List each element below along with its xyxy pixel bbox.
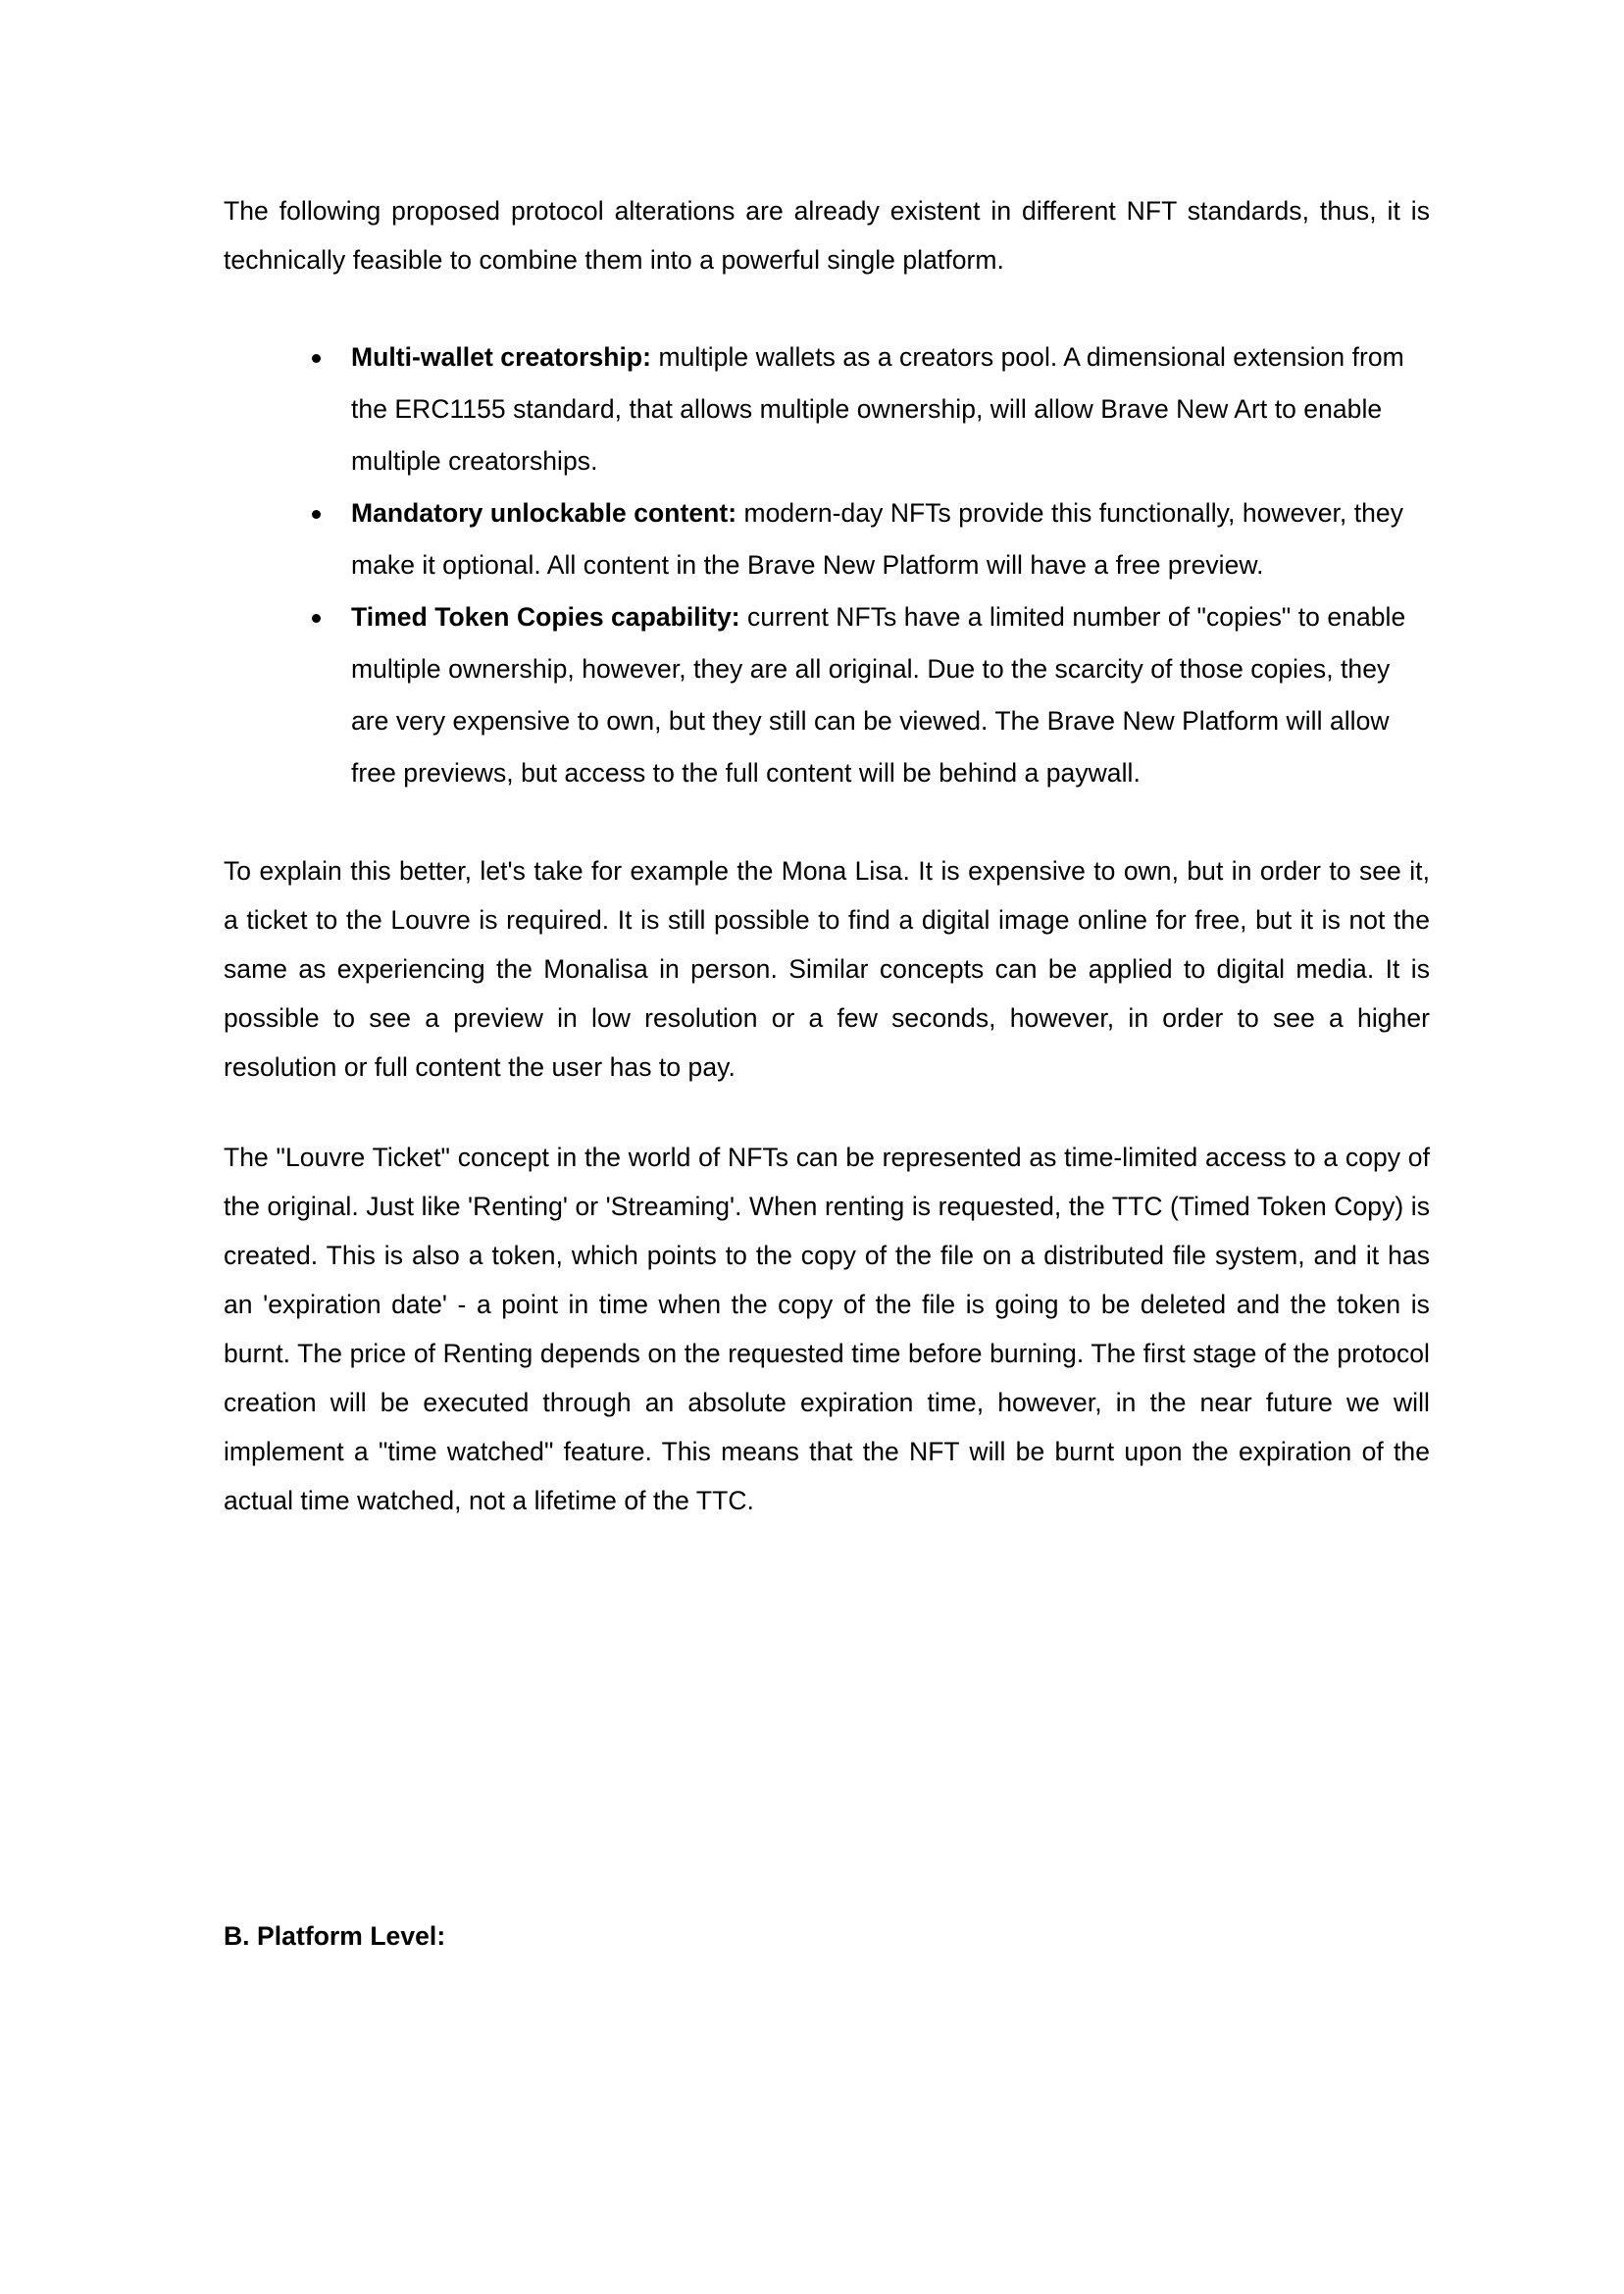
bullet-lead-label: Multi-wallet creatorship: (351, 342, 652, 372)
bullet-lead-label: Mandatory unlockable content: (351, 498, 737, 528)
bullet-body-text: modern-day NFTs provide this functionally, however, they make it optional. All content in the Brave New Platform will have a free preview. (351, 498, 1404, 580)
bullet-body-text: current NFTs have a limited number of "copies" to enable multiple ownership, however, they are all original. Due to the scarcity of those copies, they are very expensive to own, but they still can be viewed. The Brave New Platform will allow free previews, but access to the full content will be behind a paywall. (351, 602, 1406, 788)
bullet-lead-label: Timed Token Copies capability: (351, 602, 740, 632)
mona-lisa-paragraph: To explain this better, let's take for example the Mona Lisa. It is expensive to own, but in order to see it, a ticket to the Louvre is required. It is still possible to find a digital image online for free, but it is not the same as experiencing the Monalisa in person. Similar concepts can be applied to digital media. It is possible to see a preview in low resolution or a few seconds, however, in order to see a higher resolution or full content the user has to pay. (224, 856, 1430, 1082)
page-title: B. Platform Level: (224, 1921, 446, 1951)
louvre-ticket-paragraph: The "Louvre Ticket" concept in the world of NFTs can be represented as time-limited access to a copy of the original. Just like 'Renting' or 'Streaming'. When renting is requested, the TTC (Timed Token Copy) is created. This is also a token, which points to the copy of the file on a distributed file system, and it has an 'expiration date' - a point in time when the copy of the file is going to be deleted and the token is burnt. The price of Renting depends on the requested time before burning. The first stage of the protocol creation will be executed through an absolute expiration time, however, in the near future we will implement a "time watched" feature. This means that the NFT will be burnt upon the expiration of the actual time watched, not a lifetime of the TTC. (224, 1143, 1430, 1515)
list-item (224, 331, 1430, 487)
document-body (224, 186, 1430, 1961)
protocol-alterations-list (224, 331, 1430, 799)
section-spacer (224, 1566, 1430, 1912)
list-item (224, 591, 1430, 799)
bullet-body-text: multiple wallets as a creators pool. A dimensional extension from the ERC1155 standard, that allows multiple ownership, will allow Brave New Art to enable multiple creatorships. (351, 342, 1404, 476)
list-item (224, 487, 1430, 591)
intro-paragraph: The following proposed protocol alterations are already existent in different NFT standards, thus, it is technically feasible to combine them into a powerful single platform. (224, 196, 1430, 275)
